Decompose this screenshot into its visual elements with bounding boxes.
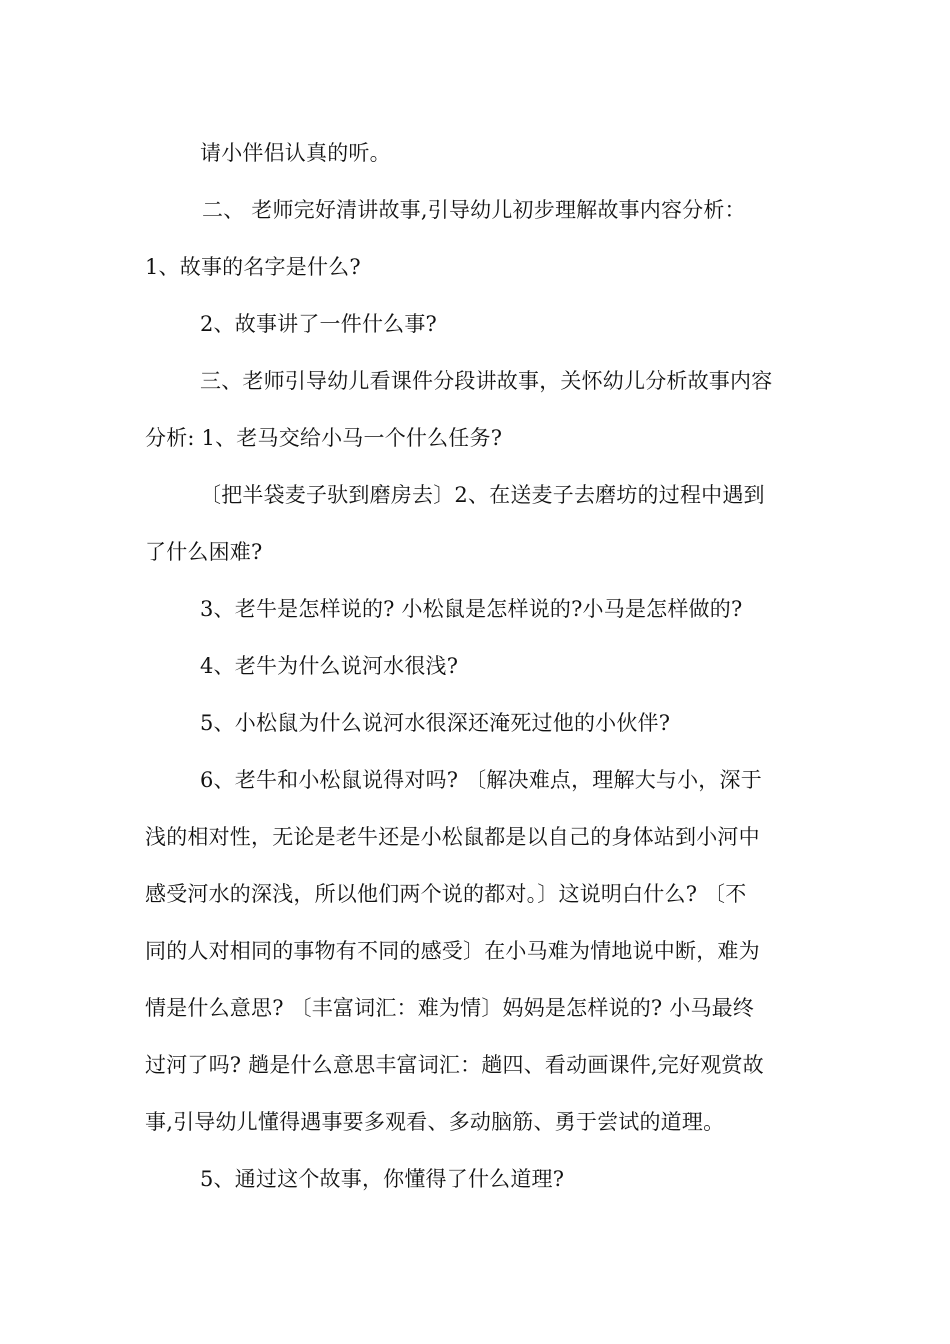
paragraph-line: 分析: 1、老马交给小马一个什么任务? <box>145 426 503 450</box>
paragraph-line: 同的人对相同的事物有不同的感受〕在小马难为情地说中断，难为 <box>145 939 760 963</box>
paragraph-line: 5、小松鼠为什么说河水很深还淹死过他的小伙伴? <box>200 711 671 735</box>
paragraph-line: 4、老牛为什么说河水很浅? <box>200 654 459 678</box>
paragraph-line: 了什么困难? <box>145 540 263 564</box>
paragraph-line: 3、老牛是怎样说的? 小松鼠是怎样说的?小马是怎样做的? <box>200 597 743 621</box>
paragraph-line: 请小伴侣认真的听。 <box>200 141 391 165</box>
paragraph-line: 三、老师引导幼儿看课件分段讲故事，关怀幼儿分析故事内容 <box>200 369 773 393</box>
paragraph-line: 过河了吗? 趟是什么意思丰富词汇：趟四、看动画课件,完好观赏故 <box>145 1053 764 1077</box>
paragraph-line: 〔把半袋麦子驮到磨房去〕2、在送麦子去磨坊的过程中遇到 <box>200 483 765 507</box>
paragraph-line: 6、老牛和小松鼠说得对吗? 〔解决难点，理解大与小，深于 <box>200 768 762 792</box>
paragraph-line: 2、故事讲了一件什么事? <box>200 312 438 336</box>
paragraph-line: 感受河水的深浅，所以他们两个说的都对。〕这说明白什么? 〔不 <box>145 882 747 906</box>
paragraph-line: 1、故事的名字是什么? <box>145 255 361 279</box>
paragraph-line: 5、通过这个故事，你懂得了什么道理? <box>200 1167 565 1191</box>
paragraph-line: 情是什么意思? 〔丰富词汇：难为情〕妈妈是怎样说的? 小马最终 <box>145 996 755 1020</box>
paragraph-line: 浅的相对性，无论是老牛还是小松鼠都是以自己的身体站到小河中 <box>145 825 760 849</box>
paragraph-line: 二、 老师完好清讲故事,引导幼儿初步理解故事内容分析： <box>202 198 746 222</box>
paragraph-line: 事,引导幼儿懂得遇事要多观看、多动脑筋、勇于尝试的道理。 <box>145 1110 725 1134</box>
